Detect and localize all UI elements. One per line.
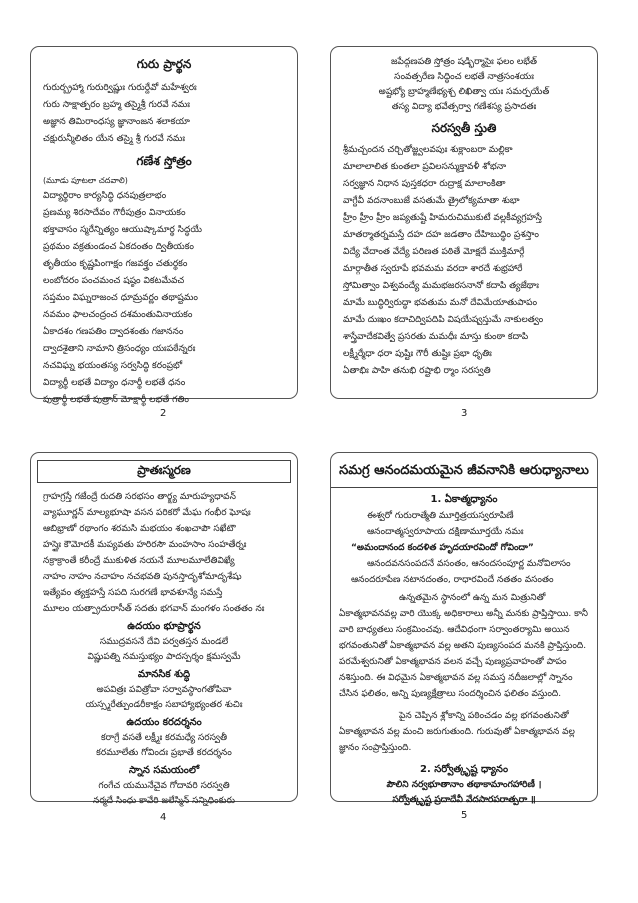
verse-line: తస్య విద్యా భవేత్సర్వా గణేశస్య ప్రసాదతః [391, 102, 537, 112]
verse-line: హ్రీం హ్రీం హ్రీం జప్యతుష్టే హిమరుచిముకుటే వల్లకీవ్యగ్రహస్తే [343, 213, 542, 223]
ekatma-paragraph-1: ఉన్నతమైన స్థానంలో ఉన్న మన మిత్రునితో ఏకాత్మభావనవల్ల వారి యొక్క అధికారాలు అన్నీ మనకు ప్రాప్తిస్తాయి. కానీ వారి బాధ్యతలు సంక్రమించవు. ఆదేవిధంగా సర్వాంతర్యామి అయిన భగవంతునితో ఏకాత్మభావన వల్ల అతని పుణ్యసంపద మనకి ప్రాప్తిస్తుంది. పరమేశ్వరునితో ఏకాత్మభావన వలన వచ్చే పుణ్యప్రవాహంతో పాపం నశిస్తుంది. ఈ విధమైన ఏకాత్మభావన వల్ల సమస్త నదీజలాల్లో స్నానం చేసిన ఫలితం, అన్ని పుణ్యక్షేత్రాలు సందర్శించిన ఫలితం వస్తుంది. [339, 593, 588, 699]
bhu-prarthana-title: ఉదయం భూప్రార్థన [127, 621, 201, 632]
verse-line: లక్ష్మీర్మేధా ధరా పుష్టిః గౌరీ తుష్టిః ప్రభా ధృతిః [343, 349, 492, 359]
ganesha-note: (మూడు పూటలా చదవాలి) [43, 176, 128, 185]
verse-line: ఈశ్వరో గురురాత్మేతి మూర్తిత్రయస్వరూపిణే [367, 511, 514, 521]
verse-line: ఆనందరూపేణ నటానదంతం, రాధారవిందే నతతం వసంతం [351, 575, 554, 585]
verse-line: నర్మదే సింధు కావేరి జలేస్మిన్ సన్నిధింకురు [93, 796, 235, 806]
verse-line: ఏకాదశం గణపతిం ద్వాదశంతు గజాననం [43, 327, 184, 337]
verse-line: గంగేచ యమునేచైవ గోదావరి సరస్వతి [98, 781, 230, 791]
verse-line: సప్తమం విఘ్నరాజంచ ధూమ్రవర్ణం తథాష్టమం [43, 293, 198, 303]
ekatma-dhyanam-heading: 1. ఏకాత్మధ్యానం [430, 494, 498, 505]
verse-line: అజ్ఞాన తిమిరాంధస్య జ్ఞానాంజన శలాకయా [43, 117, 190, 127]
verse-line: సర్వజ్ఞాన నిధాన పుస్తకధరా రుద్రాక్ష మాలాంకితా [343, 179, 506, 189]
verse-line: “అమందానంద కందళిత హృదయారవిందో గోవిందా” [351, 543, 534, 553]
verse-line: ప్రణమ్య శిరసాదేవం గౌరీపుత్రం వినాయకం [43, 208, 186, 218]
page-4-panel [30, 452, 298, 806]
verse-line: అపవిత్రః పవిత్రోవా సర్వావస్థాంగతోపివా [96, 685, 232, 695]
verse-line: ప్రథమం వక్రతుండంచ ఏకదంతం ద్వితీయకం [43, 242, 194, 252]
pratahsmarana-title: ప్రాతఃస్మరణ [37, 460, 291, 483]
page-5-panel [330, 452, 598, 805]
verse-line: మార్గాతీత స్వరూపే భవమమ వరదా శారదే శుభ్రహారే [343, 264, 523, 274]
verse-line: ఇత్యేవం త్యక్తహస్తే సపది సురగణే భావశూన్యే సమస్తే [43, 588, 223, 598]
verse-line: మాలాలాలిత కుంతలా ప్రవిలసన్ముక్తావళీ శోభనా [343, 162, 507, 172]
verse-line: మూలం యత్ప్రాదురాసీత్ సదతు భగవాన్ మంగళం సంతతం నః [43, 604, 265, 614]
verse-line: విష్ణుపత్ని నమస్తుభ్యం పాదస్పర్శం క్షమస్వమే [87, 652, 241, 662]
page-2-panel [30, 46, 298, 405]
verse-line: చక్షురున్మీలితం యేన తస్మై శ్రీ గురవే నమః [43, 134, 186, 144]
pratahsmarana-verse [43, 489, 285, 617]
verse-line: విద్యార్థీ లభతే విద్యాం ధనార్థీ లభతే ధనం [43, 378, 186, 388]
manasika-shuddhi-title: మానసిక శుద్ధి [137, 669, 191, 680]
guru-prarthana-verse [43, 80, 285, 148]
verse-line: నచవిఘ్న భయంతస్య సర్వసిద్ధి కరంప్రభో [43, 361, 183, 371]
verse-line: విద్యే వేదాంత వేద్యే పరిణత పఠితే మోక్షదే ముక్తిమార్గే [343, 247, 525, 257]
ekatma-paragraph-2: పైన చెప్పిన శ్లోకాన్ని పఠించడం వల్ల భగవంతునితో ఏకాత్మభావన వల్ల మంచి జరుగుతుంది. గురువుతో ఏకాత్మభావన వల్ల జ్ఞానం సంప్రాప్తిస్తుంది. [339, 711, 575, 753]
verse-line: యస్స్మరేత్పుండరీకాక్షం సబాహ్యాభ్యంతర శుచిః [85, 700, 243, 710]
verse-line: గ్రాహగ్రస్తే గజేంద్రే రుదతి సరభసం తార్క్ష్య మారుహ్యధావన్ [43, 492, 236, 502]
verse-line: వ్యాఘూర్ణన్ మాల్యభూషా వసన పరికరో మేఘ గంభీర ఘోషః [43, 508, 251, 518]
verse-line: శాస్త్రేవాదేకవిత్వే ప్రసరతు మమధీః మాస్తు కుంఠా కదాపి [343, 332, 529, 342]
verse-line: శ్రీమచ్చందన చర్చితోజ్జ్వలవపుః శుక్లాంబరా మల్లికా [343, 145, 513, 155]
verse-line: ఆనందవనసంపదనే వసంతం, ఆనందసంపూర్ణ మనోవిలాసం [367, 559, 571, 569]
verse-line: లంబోదరం పంచమంచ షష్ఠం వికటమేవచ [43, 276, 185, 286]
ganesha-stotram-verse [43, 188, 285, 409]
verse-line: నాహం నాహం నచాహం నచభవతి పునస్తాదృశోమాదృశేషు [43, 572, 242, 582]
verse-line: సర్వోత్కృష్ట ప్రదాదేవీ వేదసారపరాత్పరా ॥ [392, 795, 536, 805]
saraswati-stuti-verse [343, 142, 585, 380]
verse-line: హస్తైః కౌమోదకీ మప్యవతు హరిరసౌ మంహసాం సంహతేర్నః [43, 540, 247, 550]
snana-samayam-title: స్నాన సమయంలో [128, 765, 200, 776]
ganesha-stotram-title: గణేశ స్తోత్రం [136, 154, 192, 168]
verse-line: నవమం ఫాలచంద్రంచ దశమంతువినాయకం [43, 310, 193, 320]
verse-line: తృతీయం కృష్ణపింగాక్షం గజవక్త్రం చతుర్థకం [43, 259, 188, 269]
verse-line: మామే బుద్ధిర్విరుద్ధా భవతుమ మనో దేవిమేయాతుపాపం [343, 298, 538, 308]
karadarshanam-title: ఉదయం కరదర్శనం [126, 717, 202, 728]
page-3-panel [330, 46, 598, 399]
verse-line: ఆనందాత్మస్వరూపాయ దక్షిణామూర్తయే నమః [367, 527, 524, 537]
verse-line: ఆబిభ్రాణో రథాంగం శరమసి మభయం శంఖచాపౌ సఖేటౌ [43, 524, 236, 534]
verse-line: కరాగ్రే వసతే లక్ష్మీః కరమధ్యే సరస్వతీ [100, 733, 228, 743]
page-number-5: 5 [461, 810, 468, 821]
verse-line: సముద్రవసనే దేవి పర్వతస్తన మండలే [99, 637, 229, 647]
verse-line: భక్తావాసం స్మరేన్నిత్యం ఆయుష్కామార్థ సిద్ధయే [43, 225, 202, 235]
verse-line: విద్యార్థిరాం కార్యసిద్ధి ధనపుత్రలాభం [43, 191, 167, 201]
page-number-2: 2 [160, 408, 167, 419]
verse-line: అష్టభ్యో బ్రాహ్మణేభ్యశ్చ లిఖిత్వా యః సమర్పయేత్ [378, 87, 550, 97]
ganesha-stotram-continued [343, 55, 585, 115]
page-5-title: సమగ్ర ఆనందమయమైన జీవనానికి ఆరుధ్యానాలు [331, 459, 597, 488]
page-2-title: గురు ప్రార్థన [136, 57, 192, 71]
verse-line: నక్రాక్రాంతే కరీంద్రే ముకుళిత నయనే మూలమూలేతివిఖ్యే [43, 556, 235, 566]
verse-line: గురు సాక్షాత్పరం బ్రహ్మ తస్మైశ్రీ గురవే నమః [43, 100, 190, 110]
verse-line: ద్వాదశైతాని నామాని త్రిసంధ్యం యఃపఠేన్నరః [43, 344, 196, 354]
verse-line: మామే దుఃఖం కదాచిద్విపదిపి విషయేష్వస్తుమే నాకులత్వం [343, 315, 544, 325]
verse-line: కరమూలేతు గోవిందః ప్రభాతే కరదర్శనం [96, 748, 232, 758]
verse-line: మాతర్మాతర్నమస్తే దహ దహ జడతాం దేహిబుద్ధిం ప్రశస్తాం [343, 230, 539, 240]
saraswati-stuti-title: సరస్వతీ స్తుతి [431, 121, 497, 135]
verse-line: పౌలిని నర్వభూతానాం తథాకామాంగహారిణీ । [386, 780, 542, 790]
verse-line: ఏతాభిః పాహి తనుభి రష్టాభి ర్మాం సరస్వతి [343, 366, 491, 376]
verse-line: పుత్రార్థీ లభతే పుత్రాన్ మోక్షార్థీ లభతే గతిం [43, 395, 189, 405]
verse-line: స్తోమిత్వాం విశ్వవంద్యే మమభజరసనానో కదాపి త్యజేథాః [343, 281, 539, 291]
verse-line: గురుర్బ్రహ్మా గురుర్విష్ణుః గురుర్దేవో మహేశ్వరః [43, 83, 197, 93]
sarvotkrishta-dhyanam-heading: 2. సర్వోత్కృష్ట ధ్యానం [419, 764, 509, 775]
page-number-3: 3 [461, 408, 468, 419]
ekatma-verse [339, 508, 589, 588]
verse-line: వాగ్దేవీ వదనాంబుజే వసతుమే త్రైలోక్యమాతా శుభా [343, 196, 520, 206]
page-number-4: 4 [160, 812, 167, 823]
verse-line: సంవత్సరేణ సిద్ధించ లభతే నాత్రసంశయః [394, 72, 534, 82]
verse-line: జపేద్గణపతి స్తోత్రం షడ్భిర్మాసైః ఫలం లభేత్ [390, 57, 538, 67]
